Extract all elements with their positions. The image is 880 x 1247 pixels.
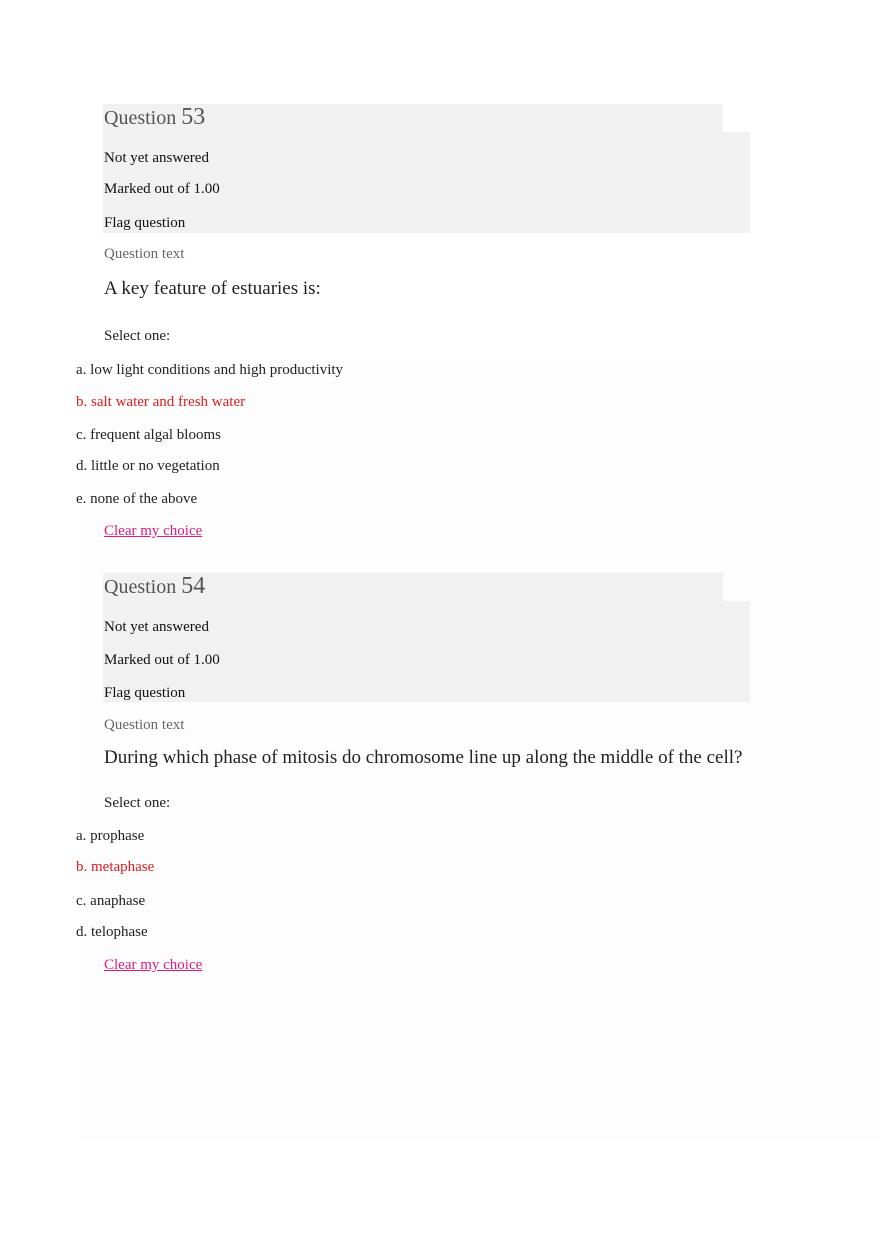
clear-my-choice-link[interactable]: Clear my choice (104, 957, 203, 973)
question-number: 53 (181, 104, 206, 130)
answer-option-b[interactable]: b. metaphase (76, 859, 155, 875)
answer-option-a[interactable]: a. prophase (76, 828, 145, 844)
question-text-label: Question text (104, 717, 185, 733)
question-text-label: Question text (104, 246, 185, 262)
question-title (104, 104, 205, 131)
answer-option-b[interactable]: b. salt water and fresh water (76, 394, 246, 410)
select-one-label: Select one: (104, 795, 171, 811)
question-marks: Marked out of 1.00 (104, 181, 220, 197)
select-one-label: Select one: (104, 328, 171, 344)
answer-option-d[interactable]: d. telophase (76, 924, 148, 940)
question-status: Not yet answered (104, 619, 209, 635)
question-number: 54 (181, 573, 206, 599)
question-text: A key feature of estuaries is: (104, 278, 321, 299)
answer-option-c[interactable]: c. anaphase (76, 893, 146, 909)
flag-question-link[interactable]: Flag question (104, 685, 186, 701)
question-title (104, 573, 205, 600)
question-text: During which phase of mitosis do chromosome line up along the middle of the cell? (104, 747, 743, 768)
question-title-prefix: Question (104, 107, 177, 129)
question-status: Not yet answered (104, 150, 209, 166)
clear-my-choice-link[interactable]: Clear my choice (104, 523, 203, 539)
answer-option-c[interactable]: c. frequent algal blooms (76, 427, 221, 443)
question-title-prefix: Question (104, 576, 177, 598)
flag-question-link[interactable]: Flag question (104, 215, 186, 231)
answer-option-a[interactable]: a. low light conditions and high productivity (76, 362, 344, 378)
answer-option-e[interactable]: e. none of the above (76, 491, 198, 507)
answer-option-d[interactable]: d. little or no vegetation (76, 458, 220, 474)
question-marks: Marked out of 1.00 (104, 652, 220, 668)
